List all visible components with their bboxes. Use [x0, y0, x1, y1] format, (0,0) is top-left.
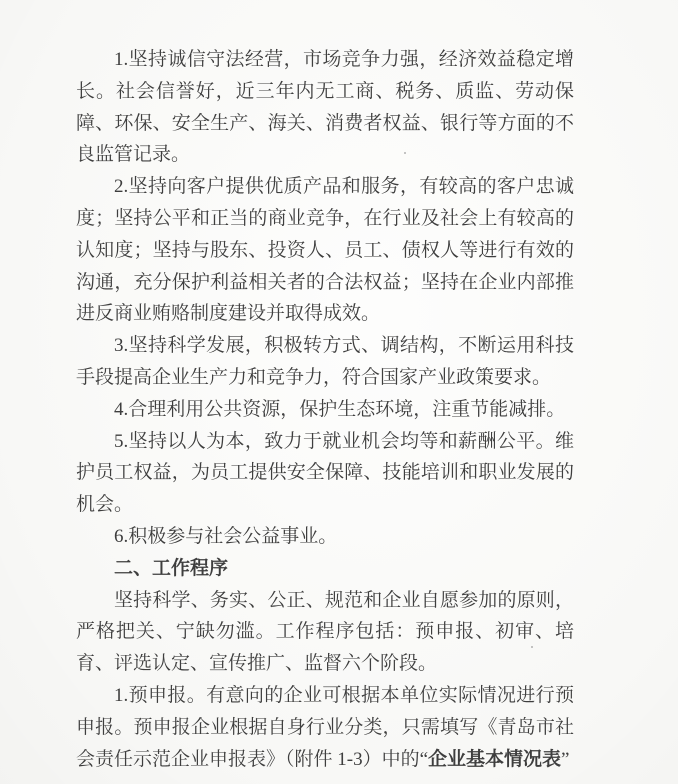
paragraph-criteria-5: 5.坚持以人为本，致力于就业机会均等和薪酬公平。维护员工权益，为员工提供安全保障、技能培训和职业发展的机会。 [76, 430, 574, 516]
paragraph-criteria-4: 4.合理利用公共资源，保护生态环境，注重节能减排。 [114, 398, 566, 420]
scan-speck [531, 646, 533, 648]
paragraph-criteria-6: 6.积极参与社会公益事业。 [114, 525, 338, 547]
pre-declaration-closing-quote: ” [561, 748, 570, 770]
paragraph-pre-declaration [76, 680, 574, 775]
scan-speck [404, 152, 406, 154]
pre-declaration-text-run: 1.预申报。有意向的企业可根据本单位实际情况进行预申报。预申报企业根据自身行业分类，只需填写《青岛市社会责任示范企业申报表》（附件 1-3）中的“ [76, 684, 574, 770]
paragraph-procedure-intro: 坚持科学、务实、公正、规范和企业自愿参加的原则，严格把关、宁缺勿滥。工作程序包括：预申报、初审、培育、评选认定、宣传推广、监督六个阶段。 [76, 589, 574, 675]
bold-term-enterprise-basic-info-table: 企业基本情况表 [428, 748, 562, 770]
paragraph-criteria-3: 3.坚持科学发展，积极转方式、调结构，不断运用科技手段提高企业生产力和竞争力，符合国家产业政策要求。 [76, 335, 574, 388]
paragraph-criteria-1: 1.坚持诚信守法经营，市场竞争力强，经济效益稳定增长。社会信誉好，近三年内无工商、税务、质监、劳动保障、环保、安全生产、海关、消费者权益、银行等方面的不良监管记录。 [76, 49, 574, 166]
paragraph-criteria-2: 2.坚持向客户提供优质产品和服务，有较高的客户忠诚度；坚持公平和正当的商业竞争，在行业及社会上有较高的认知度；坚持与股东、投资人、员工、债权人等进行有效的沟通，充分保护利益相关者的合法权益；坚持在企业内部推进反商业贿赂制度建设并取得成效。 [76, 176, 574, 325]
section-heading-work-procedure: 二、工作程序 [114, 557, 229, 579]
